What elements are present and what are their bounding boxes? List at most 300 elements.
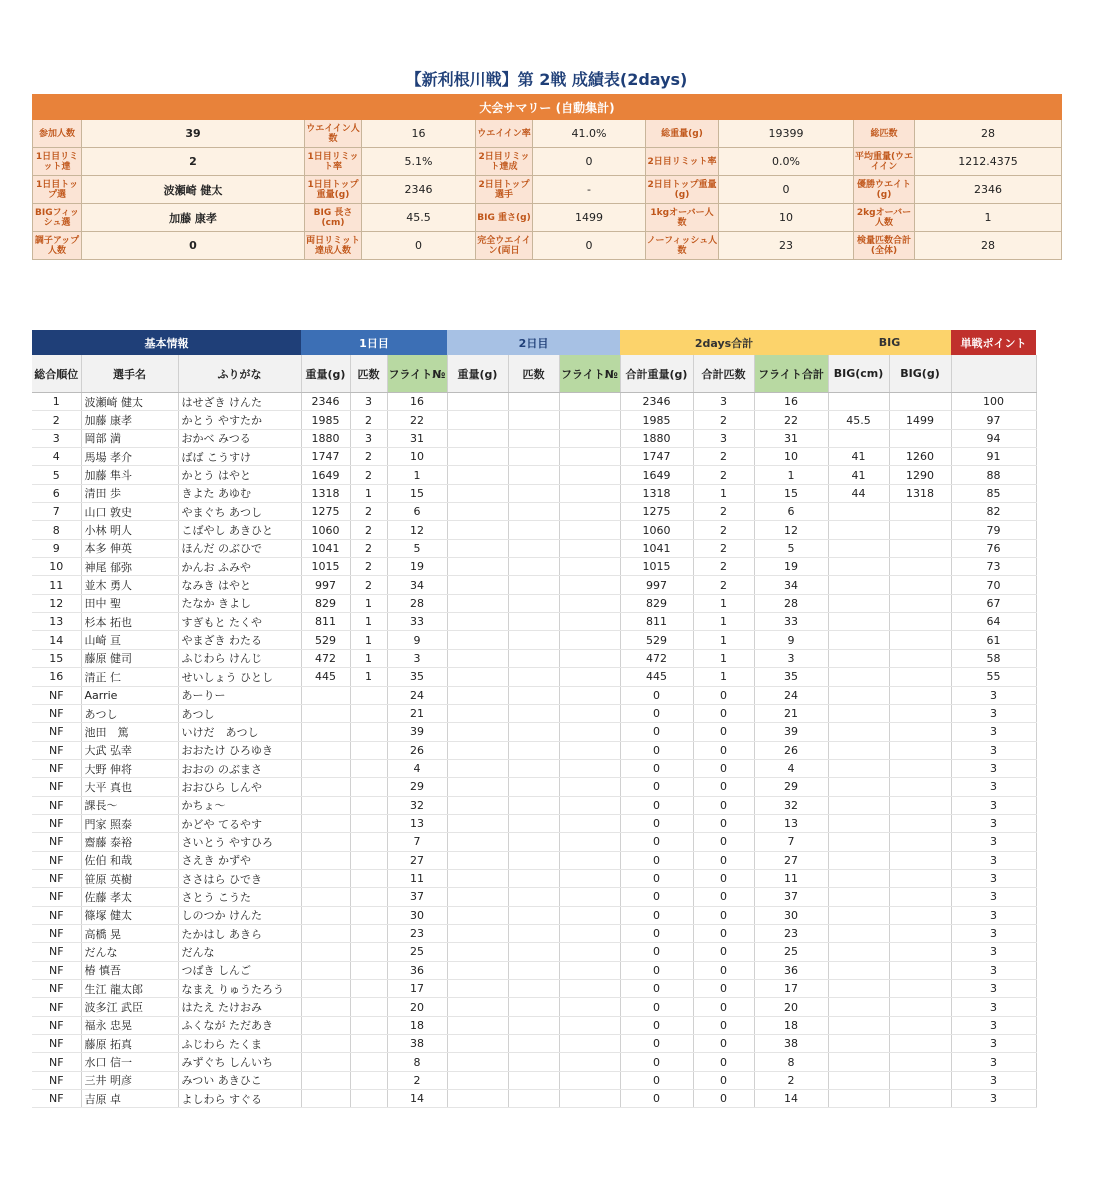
table-cell: 課長～ — [81, 796, 178, 814]
table-cell: 34 — [387, 576, 447, 594]
table-cell — [828, 1090, 889, 1108]
table-cell — [889, 594, 951, 612]
table-cell: おおひら しんや — [178, 778, 301, 796]
table-cell: 22 — [754, 411, 828, 429]
table-cell: 加藤 隼斗 — [81, 466, 178, 484]
table-cell — [447, 429, 508, 447]
table-cell — [559, 943, 620, 961]
table-cell: 2 — [693, 576, 754, 594]
table-cell: 1260 — [889, 448, 951, 466]
table-cell — [447, 888, 508, 906]
table-cell: 5 — [754, 539, 828, 557]
table-row — [32, 594, 1036, 612]
table-cell — [447, 1053, 508, 1071]
summary-row — [33, 176, 1062, 204]
table-cell — [508, 1090, 559, 1108]
table-cell — [828, 594, 889, 612]
table-cell: 0 — [620, 686, 693, 704]
table-cell — [508, 906, 559, 924]
table-cell — [447, 686, 508, 704]
table-cell — [508, 796, 559, 814]
table-row — [32, 503, 1036, 521]
table-cell — [508, 668, 559, 686]
table-cell: 1 — [387, 466, 447, 484]
summary-value: 1 — [915, 204, 1062, 232]
table-cell — [559, 723, 620, 741]
summary-row — [33, 148, 1062, 176]
table-row — [32, 741, 1036, 759]
table-cell: NF — [32, 1090, 81, 1108]
table-cell — [889, 778, 951, 796]
table-cell — [508, 924, 559, 942]
table-cell: 15 — [754, 484, 828, 502]
table-cell: 9 — [32, 539, 81, 557]
table-cell — [508, 961, 559, 979]
table-cell: 34 — [754, 576, 828, 594]
table-cell — [447, 796, 508, 814]
table-cell: 0 — [620, 723, 693, 741]
table-cell: 17 — [754, 980, 828, 998]
table-cell: 1 — [693, 484, 754, 502]
table-cell — [559, 796, 620, 814]
table-cell: 15 — [32, 649, 81, 667]
table-cell: せいしょう ひとし — [178, 668, 301, 686]
table-cell — [508, 980, 559, 998]
table-cell — [889, 576, 951, 594]
table-cell: 5 — [387, 539, 447, 557]
table-row — [32, 833, 1036, 851]
table-cell: 2 — [693, 521, 754, 539]
table-cell — [350, 1071, 387, 1089]
table-cell — [447, 1090, 508, 1108]
table-cell: 1 — [350, 594, 387, 612]
table-cell: 0 — [620, 998, 693, 1016]
table-cell: 4 — [387, 759, 447, 777]
table-cell: 0 — [620, 1053, 693, 1071]
table-cell: 22 — [387, 411, 447, 429]
table-cell: 馬場 孝介 — [81, 448, 178, 466]
table-cell: 0 — [693, 1035, 754, 1053]
table-cell — [447, 924, 508, 942]
table-row — [32, 539, 1036, 557]
table-cell — [447, 814, 508, 832]
table-cell: 27 — [754, 851, 828, 869]
table-cell: 清正 仁 — [81, 668, 178, 686]
table-cell — [828, 998, 889, 1016]
column-header: BIG(cm) — [828, 355, 889, 393]
table-row — [32, 723, 1036, 741]
table-cell: 田中 聖 — [81, 594, 178, 612]
table-cell: 3 — [951, 998, 1036, 1016]
table-cell — [350, 1035, 387, 1053]
table-cell: 11 — [387, 869, 447, 887]
table-cell — [889, 1090, 951, 1108]
group-day2: 2日目 — [447, 330, 620, 355]
table-row — [32, 558, 1036, 576]
table-cell — [301, 1071, 350, 1089]
page-title: 【新利根川戦】第 2戦 成績表(2days) — [405, 70, 688, 89]
table-cell — [350, 1090, 387, 1108]
summary-label: 1日目リミット達 — [33, 148, 82, 176]
table-cell: 2346 — [301, 393, 350, 411]
table-cell: やまぐち あつし — [178, 503, 301, 521]
table-cell — [508, 613, 559, 631]
table-cell: 椿 慎吾 — [81, 961, 178, 979]
table-cell: NF — [32, 796, 81, 814]
table-cell: 1 — [693, 631, 754, 649]
table-cell: 0 — [693, 1053, 754, 1071]
table-row — [32, 1090, 1036, 1108]
column-header: 合計重量(g) — [620, 355, 693, 393]
table-cell: 30 — [754, 906, 828, 924]
table-cell: 佐伯 和哉 — [81, 851, 178, 869]
table-cell — [350, 778, 387, 796]
table-cell: 3 — [350, 393, 387, 411]
table-cell: 清田 歩 — [81, 484, 178, 502]
table-cell: 0 — [693, 888, 754, 906]
table-cell: 20 — [387, 998, 447, 1016]
table-cell: 445 — [301, 668, 350, 686]
table-cell — [301, 888, 350, 906]
table-cell: 齋藤 泰裕 — [81, 833, 178, 851]
table-cell — [508, 869, 559, 887]
table-cell: 1060 — [301, 521, 350, 539]
table-cell: 0 — [620, 1090, 693, 1108]
table-cell: ばば こうすけ — [178, 448, 301, 466]
table-cell: 12 — [754, 521, 828, 539]
table-cell: 0 — [693, 1071, 754, 1089]
table-cell — [508, 411, 559, 429]
table-cell: だんな — [178, 943, 301, 961]
table-cell — [828, 1071, 889, 1089]
table-cell — [301, 869, 350, 887]
table-cell — [559, 961, 620, 979]
table-cell: 2 — [350, 466, 387, 484]
table-cell: 811 — [620, 613, 693, 631]
table-cell: 0 — [620, 741, 693, 759]
table-row — [32, 796, 1036, 814]
table-cell: 0 — [693, 814, 754, 832]
table-cell: 1318 — [620, 484, 693, 502]
table-cell: 24 — [387, 686, 447, 704]
table-cell — [447, 1071, 508, 1089]
summary-label: ノーフィッシュ人数 — [646, 232, 719, 260]
table-cell: 12 — [387, 521, 447, 539]
table-cell: 3 — [951, 686, 1036, 704]
table-cell: 529 — [301, 631, 350, 649]
table-row — [32, 980, 1036, 998]
table-cell: おおたけ ひろゆき — [178, 741, 301, 759]
table-cell: 3 — [951, 906, 1036, 924]
table-cell: 大平 真也 — [81, 778, 178, 796]
summary-label: 2日目トップ選手 — [476, 176, 533, 204]
table-cell: 1880 — [301, 429, 350, 447]
table-cell: 0 — [620, 961, 693, 979]
group-total: 2days合計 — [620, 330, 828, 355]
table-cell — [559, 778, 620, 796]
table-cell — [350, 814, 387, 832]
table-cell: 0 — [620, 1016, 693, 1034]
table-cell: 38 — [754, 1035, 828, 1053]
table-cell: 100 — [951, 393, 1036, 411]
table-row — [32, 686, 1036, 704]
table-cell — [559, 759, 620, 777]
table-cell: 4 — [754, 759, 828, 777]
table-cell: 0 — [620, 704, 693, 722]
table-cell: 1985 — [301, 411, 350, 429]
table-cell — [889, 668, 951, 686]
table-cell: 3 — [951, 869, 1036, 887]
table-cell — [889, 833, 951, 851]
summary-value: 10 — [719, 204, 854, 232]
table-cell: 13 — [754, 814, 828, 832]
table-cell — [350, 943, 387, 961]
table-cell — [447, 668, 508, 686]
table-cell — [889, 961, 951, 979]
table-cell: 3 — [32, 429, 81, 447]
table-cell: あつし — [81, 704, 178, 722]
table-cell — [559, 833, 620, 851]
table-cell: 7 — [32, 503, 81, 521]
table-cell — [508, 429, 559, 447]
table-cell — [559, 704, 620, 722]
table-cell — [350, 833, 387, 851]
table-cell — [301, 778, 350, 796]
table-cell: はせざき けんた — [178, 393, 301, 411]
table-cell — [508, 704, 559, 722]
table-cell — [889, 686, 951, 704]
table-row — [32, 429, 1036, 447]
table-cell: 3 — [951, 1071, 1036, 1089]
table-cell: 2 — [387, 1071, 447, 1089]
table-cell: 61 — [951, 631, 1036, 649]
table-cell — [889, 613, 951, 631]
table-cell — [508, 466, 559, 484]
table-cell — [508, 631, 559, 649]
table-row — [32, 1035, 1036, 1053]
table-cell — [350, 961, 387, 979]
table-cell: 3 — [951, 704, 1036, 722]
table-cell: 13 — [32, 613, 81, 631]
table-cell: 30 — [387, 906, 447, 924]
summary-value: 45.5 — [362, 204, 476, 232]
table-cell: 445 — [620, 668, 693, 686]
table-cell — [828, 980, 889, 998]
table-cell: こばやし あきひと — [178, 521, 301, 539]
table-cell: 811 — [301, 613, 350, 631]
table-cell: 0 — [620, 759, 693, 777]
table-cell — [559, 1090, 620, 1108]
table-cell — [447, 466, 508, 484]
table-cell — [828, 943, 889, 961]
table-cell: 35 — [754, 668, 828, 686]
table-cell — [350, 998, 387, 1016]
table-cell: 82 — [951, 503, 1036, 521]
table-cell — [559, 686, 620, 704]
summary-value: - — [533, 176, 646, 204]
table-cell: 64 — [951, 613, 1036, 631]
table-cell: NF — [32, 1053, 81, 1071]
table-cell — [508, 723, 559, 741]
table-cell: 2 — [350, 448, 387, 466]
table-cell — [889, 704, 951, 722]
table-cell — [447, 539, 508, 557]
table-cell: 32 — [754, 796, 828, 814]
table-cell: 21 — [387, 704, 447, 722]
table-cell: 1747 — [620, 448, 693, 466]
table-cell: 28 — [387, 594, 447, 612]
table-cell — [889, 888, 951, 906]
table-cell: 小林 明人 — [81, 521, 178, 539]
table-cell — [447, 906, 508, 924]
table-cell: 3 — [951, 1053, 1036, 1071]
table-cell: いけだ あつし — [178, 723, 301, 741]
table-cell — [559, 594, 620, 612]
table-cell: かどや てるやす — [178, 814, 301, 832]
table-cell — [301, 1016, 350, 1034]
table-cell — [559, 668, 620, 686]
summary-value: 波瀬崎 健太 — [82, 176, 305, 204]
table-cell: 1318 — [889, 484, 951, 502]
table-cell: 2 — [693, 539, 754, 557]
table-cell: 1 — [350, 649, 387, 667]
table-cell — [508, 943, 559, 961]
table-cell: 26 — [387, 741, 447, 759]
table-cell — [447, 393, 508, 411]
table-cell: 94 — [951, 429, 1036, 447]
table-cell: 山口 敦史 — [81, 503, 178, 521]
table-cell — [559, 741, 620, 759]
table-cell: みつい あきひこ — [178, 1071, 301, 1089]
table-cell: NF — [32, 906, 81, 924]
table-cell: 0 — [693, 961, 754, 979]
table-cell: 1290 — [889, 466, 951, 484]
summary-label: 2kgオーバー人数 — [854, 204, 915, 232]
table-cell — [508, 1071, 559, 1089]
summary-table — [32, 94, 1062, 260]
table-cell — [350, 888, 387, 906]
column-header-row — [32, 355, 1036, 393]
table-cell — [889, 759, 951, 777]
table-row — [32, 888, 1036, 906]
table-cell: 55 — [951, 668, 1036, 686]
table-cell — [559, 998, 620, 1016]
table-cell: 門家 照泰 — [81, 814, 178, 832]
table-cell: 27 — [387, 851, 447, 869]
table-cell: NF — [32, 686, 81, 704]
table-cell: 0 — [693, 759, 754, 777]
table-cell: さいとう やすひろ — [178, 833, 301, 851]
table-row — [32, 906, 1036, 924]
table-cell: 36 — [387, 961, 447, 979]
table-cell: あーりー — [178, 686, 301, 704]
table-cell: 2 — [32, 411, 81, 429]
table-cell — [828, 631, 889, 649]
summary-value: 1212.4375 — [915, 148, 1062, 176]
table-cell: 3 — [387, 649, 447, 667]
table-cell — [889, 503, 951, 521]
table-cell: 1 — [754, 466, 828, 484]
table-cell: 篠塚 健太 — [81, 906, 178, 924]
table-cell: 13 — [387, 814, 447, 832]
table-cell — [350, 851, 387, 869]
table-cell: 3 — [951, 814, 1036, 832]
table-cell: NF — [32, 1016, 81, 1034]
table-cell: NF — [32, 943, 81, 961]
table-cell — [889, 539, 951, 557]
table-cell: 3 — [951, 1090, 1036, 1108]
table-cell: 波瀬崎 健太 — [81, 393, 178, 411]
table-cell — [301, 961, 350, 979]
table-cell: 0 — [693, 851, 754, 869]
table-cell: 15 — [387, 484, 447, 502]
table-cell: 21 — [754, 704, 828, 722]
table-cell — [828, 833, 889, 851]
table-cell: 佐藤 孝太 — [81, 888, 178, 906]
table-row — [32, 851, 1036, 869]
table-cell: 神尾 郁弥 — [81, 558, 178, 576]
table-cell: 三井 明彦 — [81, 1071, 178, 1089]
table-cell: 6 — [754, 503, 828, 521]
table-cell: 1 — [350, 613, 387, 631]
table-cell: 0 — [693, 741, 754, 759]
summary-label: ウエイイン率 — [476, 120, 533, 148]
table-cell — [350, 906, 387, 924]
group-points: 単戦ポイント — [951, 330, 1036, 355]
table-cell — [889, 723, 951, 741]
table-cell: 0 — [693, 924, 754, 942]
column-header: 匹数 — [508, 355, 559, 393]
table-cell: あつし — [178, 704, 301, 722]
table-cell — [447, 961, 508, 979]
summary-label: 両日リミット達成人数 — [305, 232, 362, 260]
results-table — [32, 330, 1037, 1108]
table-cell: 1041 — [301, 539, 350, 557]
table-cell: 29 — [387, 778, 447, 796]
table-cell: 14 — [387, 1090, 447, 1108]
table-cell: 0 — [693, 943, 754, 961]
table-cell: かちょ～ — [178, 796, 301, 814]
table-cell: 997 — [301, 576, 350, 594]
table-cell: 1880 — [620, 429, 693, 447]
summary-label: BIG 長さ(cm) — [305, 204, 362, 232]
table-cell: 4 — [32, 448, 81, 466]
table-cell: 池田 篤 — [81, 723, 178, 741]
table-cell: みずぐち しんいち — [178, 1053, 301, 1071]
table-cell — [350, 796, 387, 814]
table-cell: 3 — [350, 429, 387, 447]
table-cell: 10 — [32, 558, 81, 576]
table-cell — [508, 594, 559, 612]
table-cell: 17 — [387, 980, 447, 998]
table-cell: 38 — [387, 1035, 447, 1053]
table-cell: 32 — [387, 796, 447, 814]
table-row — [32, 961, 1036, 979]
table-cell: 3 — [951, 961, 1036, 979]
summary-label: BIGフィッシュ選 — [33, 204, 82, 232]
group-big: BIG — [828, 330, 951, 355]
table-cell: 大野 伸将 — [81, 759, 178, 777]
table-cell — [350, 1053, 387, 1071]
table-cell: 2346 — [620, 393, 693, 411]
table-cell: 0 — [693, 833, 754, 851]
table-cell: きよた あゆむ — [178, 484, 301, 502]
column-header: 重量(g) — [447, 355, 508, 393]
table-cell: 並木 勇人 — [81, 576, 178, 594]
table-cell: 67 — [951, 594, 1036, 612]
table-row — [32, 924, 1036, 942]
table-cell — [828, 723, 889, 741]
